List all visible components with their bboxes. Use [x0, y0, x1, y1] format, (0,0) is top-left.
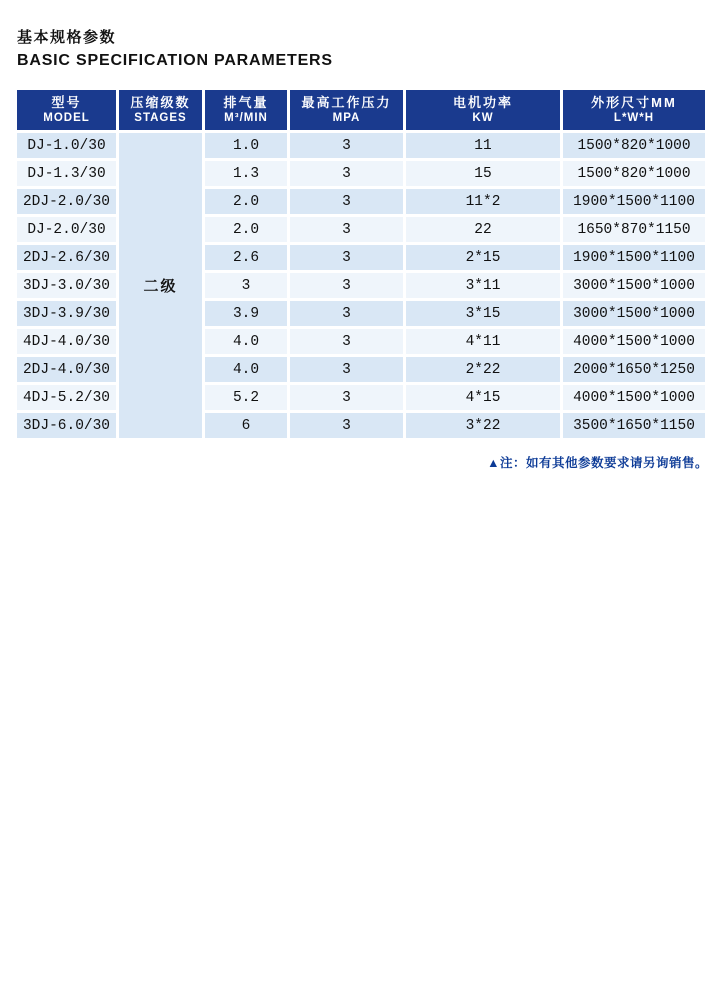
table-cell-pressure: 3: [290, 273, 403, 298]
table-body: [17, 133, 705, 438]
header-cell-pressure: [290, 90, 403, 130]
header-label-en: M³/MIN: [224, 111, 268, 124]
table-cell-pressure: 3: [290, 245, 403, 270]
footnote: ▲注：如有其他参数要求请另询销售。: [487, 456, 708, 471]
table-cell-displacement: 5.2: [205, 385, 287, 410]
table-cell-dimensions: 1500*820*1000: [563, 133, 705, 158]
table-cell-model: DJ-1.3/30: [17, 161, 116, 186]
table-cell-pressure: 3: [290, 189, 403, 214]
table-cell-power: 11*2: [406, 189, 560, 214]
table-cell-power: 2*15: [406, 245, 560, 270]
table-cell-dimensions: 1650*870*1150: [563, 217, 705, 242]
table-cell-dimensions: 3500*1650*1150: [563, 413, 705, 438]
table-cell-displacement: 2.0: [205, 217, 287, 242]
table-cell-displacement: 3.9: [205, 301, 287, 326]
table-cell-dimensions: 3000*1500*1000: [563, 301, 705, 326]
table-cell-pressure: 3: [290, 413, 403, 438]
table-cell-power: 4*11: [406, 329, 560, 354]
table-cell-model: 4DJ-5.2/30: [17, 385, 116, 410]
page-title-en: BASIC SPECIFICATION PARAMETERS: [17, 51, 333, 69]
spec-table: [14, 87, 708, 441]
header-cell-power: [406, 90, 560, 130]
header-row: [17, 90, 705, 130]
header-label-cn: 最高工作压力: [301, 95, 392, 111]
table-cell-dimensions: 1500*820*1000: [563, 161, 705, 186]
table-cell-power: 3*15: [406, 301, 560, 326]
header-cell-dimensions: [563, 90, 705, 130]
table-cell-pressure: 3: [290, 217, 403, 242]
table-cell-displacement: 4.0: [205, 329, 287, 354]
header-cell-stages: [119, 90, 202, 130]
table-cell-dimensions: 3000*1500*1000: [563, 273, 705, 298]
table-cell-pressure: 3: [290, 385, 403, 410]
table-cell-displacement: 1.3: [205, 161, 287, 186]
header-label-en: MODEL: [43, 111, 90, 124]
table-cell-pressure: 3: [290, 357, 403, 382]
table-cell-power: 4*15: [406, 385, 560, 410]
table-cell-model: 3DJ-3.0/30: [17, 273, 116, 298]
table-cell-pressure: 3: [290, 161, 403, 186]
table-cell-model: 4DJ-4.0/30: [17, 329, 116, 354]
table-cell-displacement: 3: [205, 273, 287, 298]
table-cell-displacement: 2.6: [205, 245, 287, 270]
header-label-cn: 压缩级数: [130, 95, 191, 111]
header-cell-displacement: [205, 90, 287, 130]
header-label-cn: 外形尺寸MM: [591, 95, 677, 111]
table-cell-power: 3*22: [406, 413, 560, 438]
table-cell-model: 2DJ-2.6/30: [17, 245, 116, 270]
header-label-en: MPA: [332, 111, 361, 124]
table-cell-dimensions: 1900*1500*1100: [563, 189, 705, 214]
table-cell-power: 22: [406, 217, 560, 242]
table-cell-displacement: 6: [205, 413, 287, 438]
header-cell-model: [17, 90, 116, 130]
table-cell-dimensions: 2000*1650*1250: [563, 357, 705, 382]
table-cell-pressure: 3: [290, 133, 403, 158]
table-cell-model: 2DJ-4.0/30: [17, 357, 116, 382]
title-block: [0, 0, 720, 71]
table-cell-dimensions: 4000*1500*1000: [563, 385, 705, 410]
header-label-cn: 型号: [51, 95, 82, 111]
table-cell-model: DJ-2.0/30: [17, 217, 116, 242]
header-label-cn: 电机功率: [452, 95, 513, 111]
table-cell-power: 15: [406, 161, 560, 186]
header-label-en: STAGES: [134, 111, 187, 124]
table-cell-stages-merged: 二级: [119, 133, 202, 438]
page-title-cn: 基本规格参数: [17, 29, 117, 46]
table-cell-displacement: 2.0: [205, 189, 287, 214]
table-cell-pressure: 3: [290, 329, 403, 354]
table-cell-model: 2DJ-2.0/30: [17, 189, 116, 214]
table-cell-model: 3DJ-3.9/30: [17, 301, 116, 326]
table-cell-pressure: 3: [290, 301, 403, 326]
table-cell-model: 3DJ-6.0/30: [17, 413, 116, 438]
header-label-en: L*W*H: [613, 111, 655, 124]
header-label-cn: 排气量: [223, 95, 269, 111]
table-cell-power: 3*11: [406, 273, 560, 298]
table-cell-displacement: 4.0: [205, 357, 287, 382]
table-cell-dimensions: 4000*1500*1000: [563, 329, 705, 354]
table-cell-model: DJ-1.0/30: [17, 133, 116, 158]
table-cell-displacement: 1.0: [205, 133, 287, 158]
header-label-en: KW: [472, 111, 494, 124]
table-row: [17, 133, 705, 158]
table-cell-power: 11: [406, 133, 560, 158]
table-cell-dimensions: 1900*1500*1100: [563, 245, 705, 270]
table-cell-power: 2*22: [406, 357, 560, 382]
